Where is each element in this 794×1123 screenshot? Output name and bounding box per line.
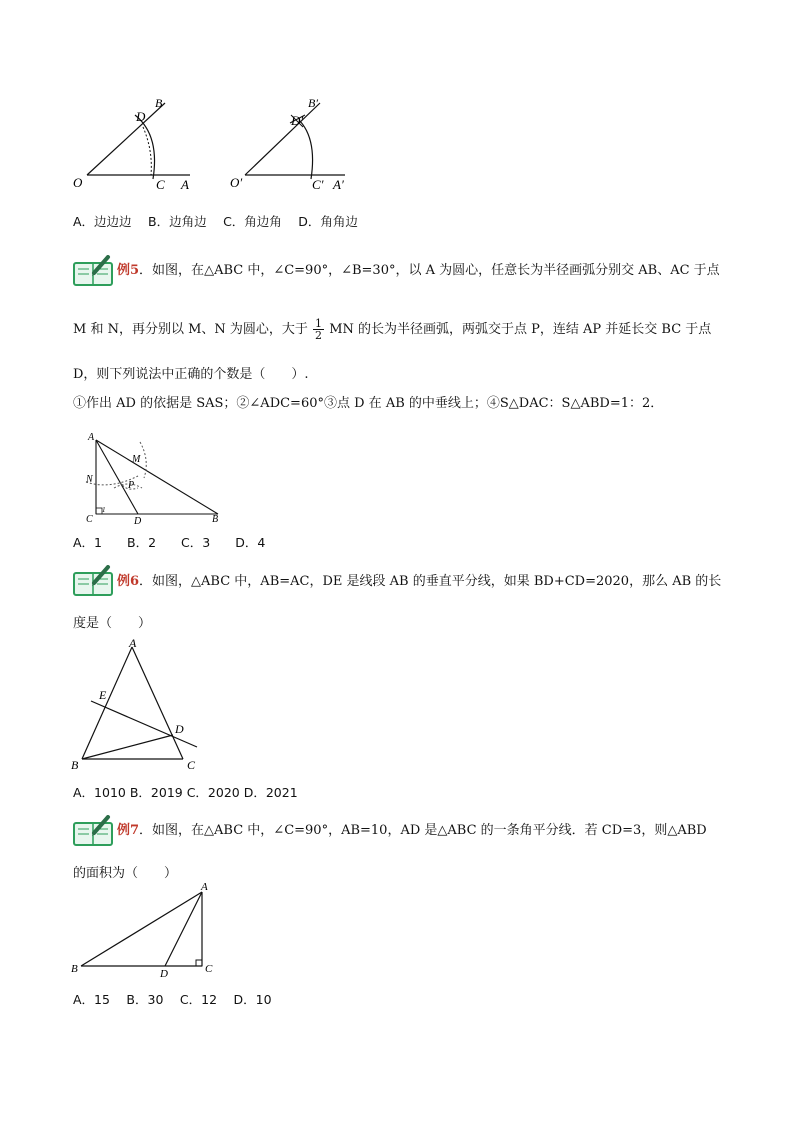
ex7-options: A．15 B．30 C．12 D．10	[73, 992, 272, 1007]
label-D: D	[175, 722, 184, 736]
ex5-line2: M 和 N，再分别以 M、N 为圆心，大于 $\frac{1}{2}$ MN 的长为半径画弧，两弧交于点 P，连结 AP 并延长交 BC 于点	[73, 317, 712, 342]
label-C: C	[156, 177, 165, 192]
label-C: C	[86, 514, 93, 525]
q4-options: A．边边边 B．边角边 C．角边角 D．角角边	[73, 214, 358, 229]
label-B: B	[155, 96, 163, 110]
ex6-line1: 例6．如图，△ABC 中，AB=AC，DE 是线段 AB 的垂直平分线，如果 BD+CD=2020，那么 AB 的长	[117, 574, 722, 589]
example-book-icon	[72, 255, 116, 287]
label-B: B	[71, 758, 79, 772]
ex5-line4: ①作出 AD 的依据是 SAS；②∠ADC=60°③点 D 在 AB 的中垂线上；④S△DAC：S△ABD=1：2．	[73, 396, 664, 411]
label-O-prime: O′	[230, 175, 243, 190]
label-M: M	[132, 454, 141, 465]
label-1: 1	[102, 506, 106, 514]
label-B: B	[71, 963, 78, 975]
ex6-label: 例6	[117, 574, 140, 589]
ex6-figure	[65, 635, 215, 775]
fraction: $\frac{1}{2}$	[315, 317, 323, 342]
ex5-figure	[80, 430, 230, 530]
label-D: D	[134, 516, 142, 527]
example-book-icon	[72, 815, 116, 847]
label-B-prime: B′	[308, 96, 318, 110]
example-book-icon	[72, 565, 116, 597]
ex5-line3: D，则下列说法中正确的个数是（ ）.	[73, 367, 309, 382]
label-A: A	[129, 636, 137, 650]
ex7-line2: 的面积为（ ）	[73, 866, 178, 881]
label-B: B	[212, 514, 219, 525]
ex7-figure	[65, 880, 225, 980]
label-D-prime: D′	[291, 113, 304, 128]
label-C: C	[205, 963, 213, 975]
label-A: A	[181, 177, 189, 192]
label-O: O	[73, 175, 83, 190]
label-A: A	[88, 432, 95, 443]
ex5-options: A．1 B．2 C．3 D．4	[73, 535, 266, 550]
label-D: D	[160, 968, 168, 980]
ex7-line1: 例7．如图，在△ABC 中，∠C=90°，AB=10，AD 是△ABC 的一条角平分线．若 CD=3，则△ABD	[117, 823, 707, 838]
label-N: N	[86, 474, 93, 485]
ex5-line1: 例5．如图，在△ABC 中，∠C=90°，∠B=30°，以 A 为圆心，任意长为半径画弧分别交 AB、AC 于点	[117, 263, 720, 278]
label-A: A	[201, 881, 208, 893]
ex6-line2: 度是（ ）	[73, 616, 152, 631]
label-A-prime: A′	[333, 177, 344, 192]
label-D: D	[136, 109, 146, 124]
label-C-prime: C′	[312, 177, 324, 192]
ex5-label: 例5	[117, 263, 140, 278]
ex7-label: 例7	[117, 823, 140, 838]
label-P: P	[128, 480, 135, 491]
construction-figure	[65, 95, 365, 195]
label-C: C	[187, 758, 196, 772]
ex6-options: A．1010 B．2019 C．2020 D．2021	[73, 785, 298, 800]
label-E: E	[99, 688, 107, 702]
